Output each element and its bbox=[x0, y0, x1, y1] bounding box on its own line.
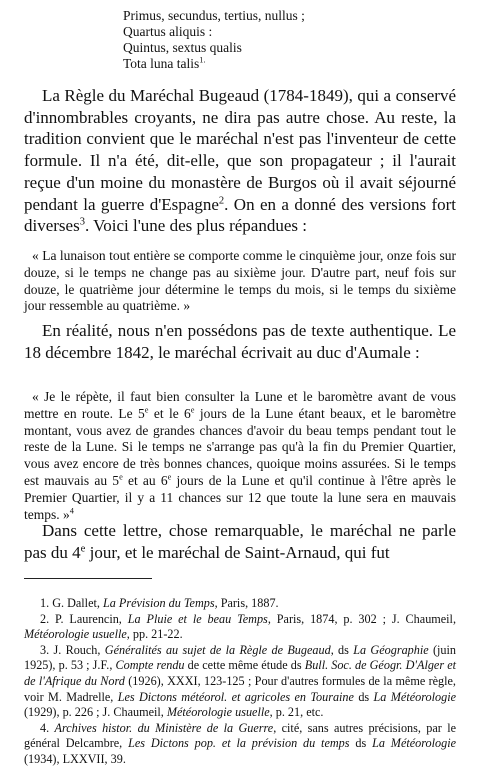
note-text: de cette même étude ds bbox=[184, 658, 305, 673]
verse-line: Primus, secundus, tertius, nullus ; bbox=[123, 8, 305, 23]
quotation-lunaison: « La lunaison tout entière se comporte comme le cinquième jour, onze fois sur douze, si le temps ne change pas au sixième jour. D'autre part, neuf fois sur douze, le quatrième jour détermine le temps du mois, si le temps du sixième jour ressemble au quatrième. » bbox=[24, 248, 456, 314]
paragraph-realite: En réalité, nous n'en possédons pas de texte authentique. Le 18 décembre 1842, le maréchal écrivait au duc d'Aumale : bbox=[24, 321, 456, 362]
paragraph-text: Dans cette lettre, chose remarquable, le maréchal ne parle pas du 4 bbox=[24, 521, 456, 562]
note-text: 2. P. Laurencin, bbox=[40, 611, 128, 626]
quote-text: et le 6 bbox=[148, 405, 191, 421]
footnotes bbox=[24, 596, 456, 768]
note-text: , ds bbox=[330, 642, 354, 657]
ordinal-suffix: e bbox=[167, 472, 172, 482]
note-text: (1929), p. 226 ; J. Chaumeil, bbox=[24, 705, 167, 720]
note-title: La Pluie et le beau Temps bbox=[127, 611, 268, 626]
quotation-letter bbox=[24, 389, 456, 523]
note-text: , Paris, 1874, p. 302 ; J. Chaumeil, bbox=[267, 611, 456, 626]
note-text: , pp. 21-22. bbox=[126, 627, 183, 642]
verse-line: Quintus, sextus qualis bbox=[123, 40, 242, 55]
note-text: , cité, sans autres précisions, par le général Delcambre, bbox=[24, 720, 457, 751]
note-title: Météorologie usuelle bbox=[24, 627, 127, 642]
footnote-divider bbox=[24, 578, 152, 579]
note-title: La Prévision du Temps bbox=[102, 596, 215, 610]
paragraph-text: La Règle du Maréchal Bugeaud (1784-1849), qui a conservé d'innombrables croyants, ne dira pas autre chose. Au reste, la tradition convient que le maréchal n'est pas l'inventeur de cette formule. Il n'a été, dit-elle, que son propagateur ; il l'aurait reçue d'un moine du monastère de Burgos où il avait séjourné pendant la guerre d'Espagne bbox=[24, 86, 456, 214]
note-text: 3. J. Rouch, bbox=[40, 642, 105, 657]
quote-text: jours de la Lune et qu'il continue à l'être après le Premier Quartier, il y a 11 chances sur 12 que toute la lune sera en mauvais temps. » bbox=[24, 472, 456, 522]
note-title: Météorologie usuelle bbox=[166, 705, 270, 720]
note-text: , Paris, 1887. bbox=[214, 596, 279, 610]
paragraph-text: . On en a donné des versions fort diverses bbox=[24, 194, 457, 236]
note-text: (juin 1925), p. 53 ; J.F., bbox=[24, 642, 457, 673]
paragraph-lettre bbox=[24, 520, 456, 563]
footnote-ref: 1. bbox=[199, 55, 206, 65]
quote-text: et au 6 bbox=[122, 472, 168, 488]
note-text: 1. G. Dallet, bbox=[40, 596, 103, 610]
footnote-ref: 2 bbox=[218, 194, 225, 206]
latin-verse bbox=[123, 8, 305, 72]
note-text: (1926), XXXI, 123-125 ; Pour d'autres formules de la même règle, voir M. Madrelle, bbox=[24, 673, 456, 704]
note-text: (1934), LXXVII, 39. bbox=[24, 751, 126, 766]
paragraph-text: . Voici l'une des plus répandues : bbox=[84, 216, 307, 236]
ordinal-suffix: e bbox=[144, 405, 149, 415]
paragraph-bugeaud-rule bbox=[24, 85, 456, 237]
note-text: , p. 21, etc. bbox=[269, 705, 324, 720]
ordinal-suffix: e bbox=[119, 472, 123, 482]
note-title: Archives histor. du Ministère de la Guerre bbox=[54, 720, 274, 735]
note-title: La Météorologie bbox=[372, 736, 456, 751]
note-text: 4. bbox=[40, 720, 55, 735]
note-title: Bull. Soc. de Géogr. D'Alger et de l'Afrique du Nord bbox=[24, 658, 456, 688]
footnote-3 bbox=[24, 643, 456, 721]
quote-text: jours de la Lune étant beaux, et le baromètre montant, vous avez de grandes chances d'avoir du beau temps pendant tout le reste de la Lune. Si le temps ne s'arrange pas qu'à la fin du Premier Quartier, vous avez encore de très bonnes chances, quoique moins assurées. Si le temps est mauvais au 5 bbox=[24, 405, 456, 488]
note-title: Compte rendu bbox=[115, 658, 185, 673]
verse-line-text: Tota luna talis bbox=[123, 56, 200, 71]
ordinal-suffix: e bbox=[190, 405, 195, 415]
paragraph-text: jour, et le maréchal de Saint-Arnaud, qui fut bbox=[85, 542, 390, 562]
footnote-ref: 3 bbox=[79, 216, 85, 228]
note-title: Les Dictons pop. et la prévision du temps bbox=[128, 736, 350, 751]
note-text: ds bbox=[349, 736, 373, 751]
note-title: Les Dictons météorol. et agricoles en Touraine bbox=[117, 689, 354, 704]
footnote-4 bbox=[24, 721, 456, 768]
verse-line: Quartus aliquis : bbox=[123, 24, 213, 39]
note-title: La Météorologie bbox=[373, 689, 456, 704]
note-text: ds bbox=[353, 689, 374, 704]
note-title: Généralités au sujet de la Règle de Bugeaud bbox=[104, 642, 331, 657]
footnote-2 bbox=[24, 612, 456, 643]
footnote-ref: 4 bbox=[69, 506, 74, 516]
quote-text: « Je le répète, il faut bien consulter la Lune et le baromètre avant de vous mettre en route. Le 5 bbox=[24, 389, 456, 421]
verse-line bbox=[123, 56, 305, 72]
ordinal-suffix: e bbox=[80, 543, 86, 555]
footnote-1 bbox=[24, 596, 456, 612]
note-title: La Géographie bbox=[353, 642, 429, 657]
